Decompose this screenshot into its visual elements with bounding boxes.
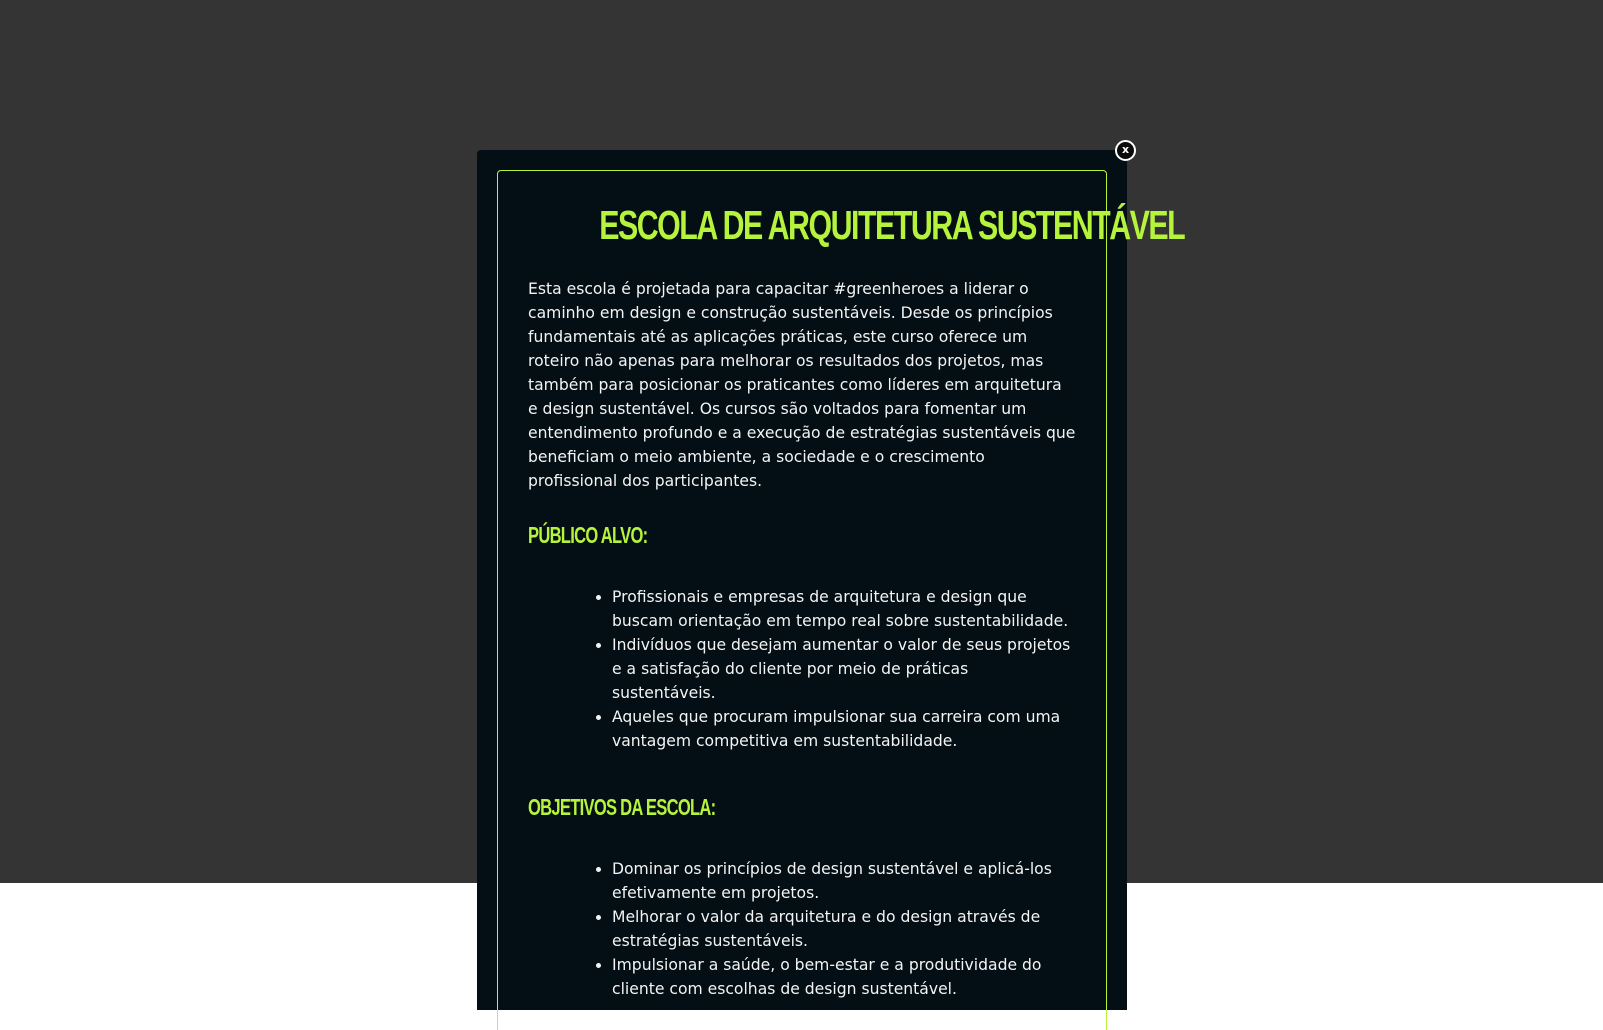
list-item: • Impulsionar a saúde, o bem-estar e a produtividade do cliente com escolhas de design sustentável. <box>612 953 1076 1001</box>
modal-content <box>497 170 1185 1030</box>
close-button[interactable] <box>1115 140 1136 161</box>
section-heading-target-audience: PÚBLICO ALVO: <box>528 522 648 548</box>
section-heading-school-objectives: OBJETIVOS DA ESCOLA: <box>528 794 716 820</box>
intro-paragraph: Esta escola é projetada para capacitar #greenheroes a liderar o caminho em design e construção sustentáveis. Desde os princípios fundamentais até as aplicações práticas, este curso oferece um roteiro não apenas para melhorar os resultados dos projetos, mas também para posicionar os praticantes como líderes em arquitetura e design sustentável. Os cursos são voltados para fomentar um entendimento profundo e a execução de estratégias sustentáveis que beneficiam o meio ambiente, a sociedade e o crescimento profissional dos participantes. <box>528 280 1076 490</box>
course-modal <box>477 150 1185 1010</box>
target-audience-list <box>528 585 1076 753</box>
close-icon: x <box>1121 143 1130 156</box>
list-item: • Dominar os princípios de design sustentável e aplicá-los efetivamente em projetos. <box>612 857 1076 905</box>
modal-title: ESCOLA DE ARQUITETURA SUSTENTÁVEL <box>599 202 1185 248</box>
list-item: • Profissionais e empresas de arquitetura e design que buscam orientação em tempo real sobre sustentabilidade. <box>612 585 1076 633</box>
list-item: • Aqueles que procuram impulsionar sua carreira com uma vantagem competitiva em sustentabilidade. <box>612 705 1076 753</box>
list-item: • Melhorar o valor da arquitetura e do design através de estratégias sustentáveis. <box>612 905 1076 953</box>
list-item: • Indivíduos que desejam aumentar o valor de seus projetos e a satisfação do cliente por meio de práticas sustentáveis. <box>612 633 1076 705</box>
school-objectives-list <box>528 857 1076 1001</box>
